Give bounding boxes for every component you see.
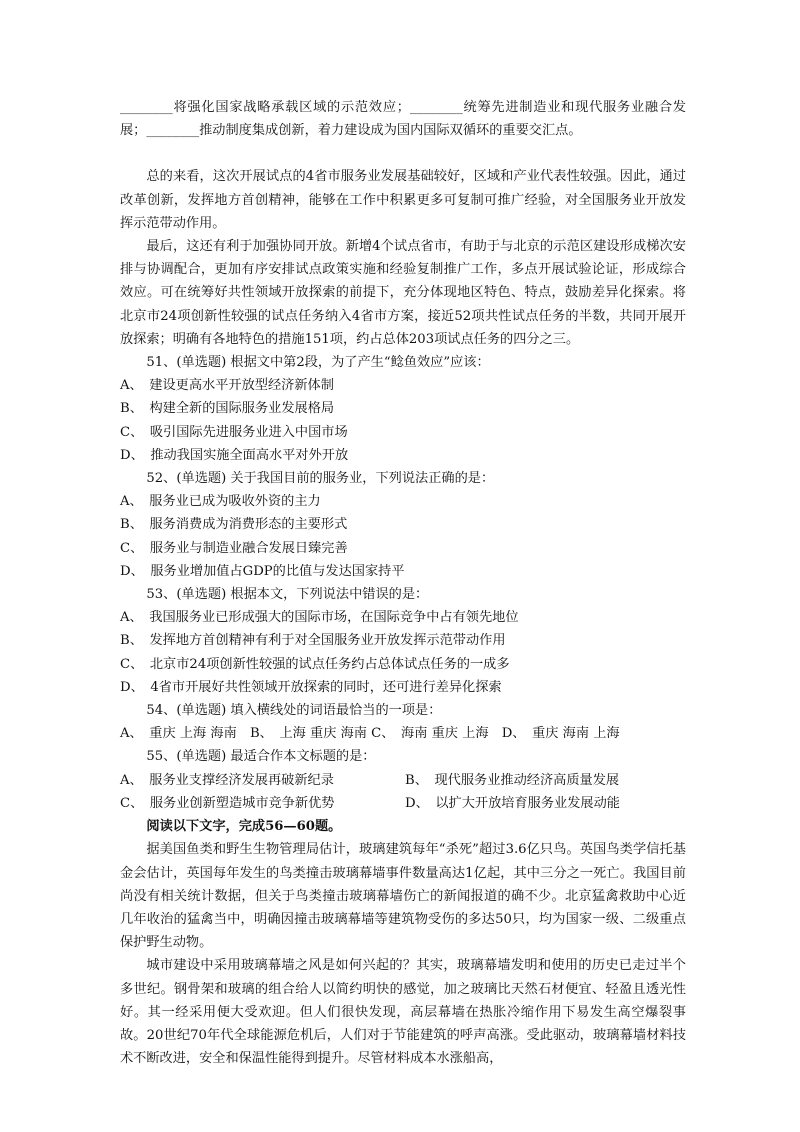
spacer (120, 142, 686, 165)
option-c[interactable]: C、 北京市24项创新性较强的试点任务约占总体试点任务的一成多 (120, 656, 510, 672)
document-body (120, 96, 686, 1070)
question-54 (120, 699, 686, 745)
option-d[interactable]: D、 以扩大开放培育服务业发展动能 (405, 795, 620, 811)
options-row (120, 792, 686, 815)
option-d[interactable]: D、 服务业增加值占GDP的比值与发达国家持平 (120, 563, 405, 579)
options-line[interactable]: A、 重庆 上海 海南 B、 上海 重庆 海南 C、 海南 重庆 上海 D、 重庆 海南 上海 (120, 726, 620, 742)
option-b[interactable]: B、 服务消费成为消费形态的主要形式 (120, 517, 348, 533)
question-52 (120, 467, 686, 583)
option-b[interactable]: B、 发挥地方首创精神有利于对全国服务业开放发挥示范带动作用 (120, 633, 506, 649)
paragraph: 最后，这还有利于加强协同开放。新增4个试点省市，有助于与北京的示范区建设形成梯次安排与协调配合，更加有序安排试点政策实施和经验复制推广工作，多点开展试验论证，形成综合效应。可在统筹好共性领域开放探索的前提下，充分体现地区特色、特点，鼓励差异化探索。将北京市24项创新性较强的试点任务纳入4省市方案，接近52项共性试点任务的半数，共同开展开放探索；明确有各地特色的措施151项，约占总体203项试点任务的四分之三。 (120, 239, 686, 347)
option-c[interactable]: C、 服务业与制造业融合发展日臻完善 (120, 540, 348, 556)
question-stem: 54、(单选题) 填入横线处的词语最恰当的一项是： (146, 703, 442, 719)
option-a[interactable]: A、 服务业支撑经济发展再破新纪录 (120, 772, 334, 788)
question-stem: 55、(单选题) 最适合作本文标题的是： (146, 749, 376, 765)
question-stem: 52、(单选题) 关于我国目前的服务业，下列说法正确的是： (146, 471, 495, 487)
question-stem: 53、(单选题) 根据本文，下列说法中错误的是： (146, 587, 429, 603)
option-d[interactable]: D、 4省市开展好共性领域开放探索的同时，还可进行差异化探索 (120, 679, 502, 695)
option-a[interactable]: A、 我国服务业已形成强大的国际市场，在国际竞争中占有领先地位 (120, 610, 519, 626)
section-heading: 阅读以下文字，完成56—60题。 (146, 819, 342, 835)
option-b[interactable]: B、 现代服务业推动经济高质量发展 (405, 772, 620, 788)
question-stem: 51、(单选题) 根据文中第2段，为了产生“鲶鱼效应”应该： (146, 355, 490, 371)
question-55 (120, 745, 686, 815)
option-a[interactable]: A、 建设更高水平开放型经济新体制 (120, 378, 334, 394)
option-c[interactable]: C、 吸引国际先进服务业进入中国市场 (120, 424, 348, 440)
paragraph: 城市建设中采用玻璃幕墙之风是如何兴起的？其实，玻璃幕墙发明和使用的历史已走过半个多世纪。钢骨架和玻璃的组合给人以简约明快的感觉，加之玻璃比天然石材便宜、轻盈且透光性好。其一经采用便大受欢迎。但人们很快发现，高层幕墙在热胀冷缩作用下易发生高空爆裂事故。20世纪70年代全球能源危机后，人们对于节能建筑的呼声高涨。受此驱动，玻璃幕墙材料技术不断改进，安全和保温性能得到提升。尽管材料成本水涨船高， (120, 958, 686, 1067)
option-d[interactable]: D、 推动我国实施全面高水平对外开放 (120, 447, 349, 463)
question-53 (120, 583, 686, 699)
intro-line: ________将强化国家战略承载区域的示范效应；________统筹先进制造业和现代服务业融合发展；________推动制度集成创新，着力建设成为国内国际双循环的重要交汇点。 (120, 100, 686, 139)
option-a[interactable]: A、 服务业已成为吸收外资的主力 (120, 494, 321, 510)
paragraph: 据美国鱼类和野生生物管理局估计，玻璃建筑每年“杀死”超过3.6亿只鸟。英国鸟类学信托基金会估计，英国每年发生的鸟类撞击玻璃幕墙事件数量高达1亿起，其中三分之一死亡。我国目前尚没有相关统计数据，但关于鸟类撞击玻璃幕墙伤亡的新闻报道的确不少。北京猛禽救助中心近几年收治的猛禽当中，明确因撞击玻璃幕墙等建筑物受伤的多达50只，均为国家一级、二级重点保护野生动物。 (120, 842, 686, 951)
option-b[interactable]: B、 构建全新的国际服务业发展格局 (120, 401, 335, 417)
option-c[interactable]: C、 服务业创新塑造城市竞争新优势 (120, 795, 335, 811)
options-row (120, 769, 686, 792)
question-51 (120, 351, 686, 467)
paragraph: 总的来看，这次开展试点的4省市服务业发展基础较好，区域和产业代表性较强。因此，通过改革创新，发挥地方首创精神，能够在工作中积累更多可复制可推广经验，对全国服务业开放发挥示范带动作用。 (120, 169, 686, 231)
